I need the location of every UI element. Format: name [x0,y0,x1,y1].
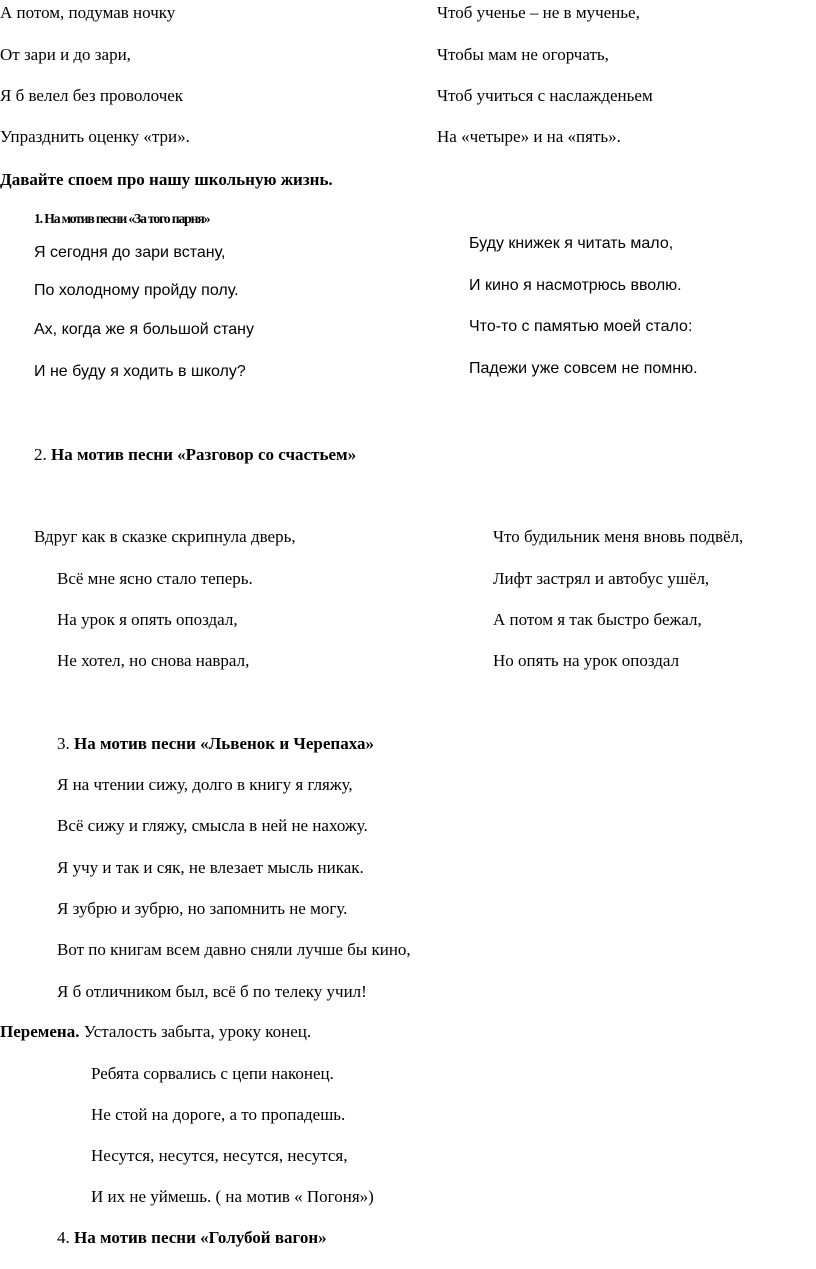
song3-line-6: Я б отличником был, всё б по телеку учил! [57,982,367,1001]
song3-line-5: Вот по книгам всем давно сняли лучше бы кино, [57,940,411,959]
song2-heading: На мотив песни «Разговор со счастьем» [51,445,357,464]
song2-right-line-2: Лифт застрял и автобус ушёл, [493,569,710,588]
break-line-2: Не стой на дороге, а то пропадешь. [91,1105,346,1124]
song1-left-line-3: Ах, когда же я большой стану [34,321,254,338]
break-first-line: Усталость забыта, уроку конец. [83,1022,312,1041]
song1-left-line-4: И не буду я ходить в школу? [34,363,246,380]
song3-heading: На мотив песни «Львенок и Черепаха» [74,734,374,753]
song1-right-line-1: Буду книжек я читать мало, [469,235,674,252]
song3-line-3: Я учу и так и сяк, не влезает мысль никак. [57,858,364,877]
intro-heading: Давайте споем про нашу школьную жизнь. [0,170,333,189]
verse-top-left-line-2: От зари и до зари, [0,45,131,64]
verse-top-left-line-3: Я б велел без проволочек [0,86,184,105]
verse-top-left-line-1: А потом, подумав ночку [0,3,176,22]
song2-number: 2. [34,445,47,464]
song4-number: 4. [57,1228,70,1247]
verse-top-right-line-3: Чтоб учиться с наслажденьем [437,86,653,105]
song3-line-1: Я на чтении сижу, долго в книгу я гляжу, [57,775,353,794]
song4-heading: На мотив песни «Голубой вагон» [74,1228,327,1247]
break-label: Перемена. [0,1022,80,1041]
song1-heading: 1. На мотив песни «За того парня» [34,212,210,227]
song2-left-line-3: На урок я опять опоздал, [57,610,238,629]
song2-left-line-1: Вдруг как в сказке скрипнула дверь, [34,527,296,546]
song2-left-line-2: Всё мне ясно стало теперь. [57,569,253,588]
song2-left-line-4: Не хотел, но снова наврал, [57,651,250,670]
song1-left-line-1: Я сегодня до зари встану, [34,244,226,261]
verse-top-right-line-4: На «четыре» и на «пять». [437,127,621,146]
song3-number: 3. [57,734,70,753]
song3-heading-row [57,734,374,754]
song2-right-line-4: Но опять на урок опоздал [493,651,680,670]
song4-heading-row [57,1228,327,1248]
break-first-row [0,1022,311,1042]
verse-top-right-line-2: Чтобы мам не огорчать, [437,45,609,64]
song2-right-line-1: Что будильник меня вновь подвёл, [493,527,744,546]
verse-top-left-line-4: Упразднить оценку «три». [0,127,190,146]
song3-line-2: Всё сижу и гляжу, смысла в ней не нахожу. [57,816,368,835]
break-line-1: Ребята сорвались с цепи наконец. [91,1064,334,1083]
break-line-4: И их не уймешь. ( на мотив « Погоня») [91,1187,374,1206]
song1-right-line-2: И кино я насмотрюсь вволю. [469,277,682,294]
break-line-3: Несутся, несутся, несутся, несутся, [91,1146,348,1165]
verse-top-right-line-1: Чтоб ученье – не в мученье, [437,3,640,22]
song1-right-line-4: Падежи уже совсем не помню. [469,360,698,377]
song2-right-line-3: А потом я так быстро бежал, [493,610,702,629]
song1-left-line-2: По холодному пройду полу. [34,282,239,299]
song3-line-4: Я зубрю и зубрю, но запомнить не могу. [57,899,348,918]
song1-right-line-3: Что-то с памятью моей стало: [469,318,693,335]
song2-heading-row [34,445,356,465]
